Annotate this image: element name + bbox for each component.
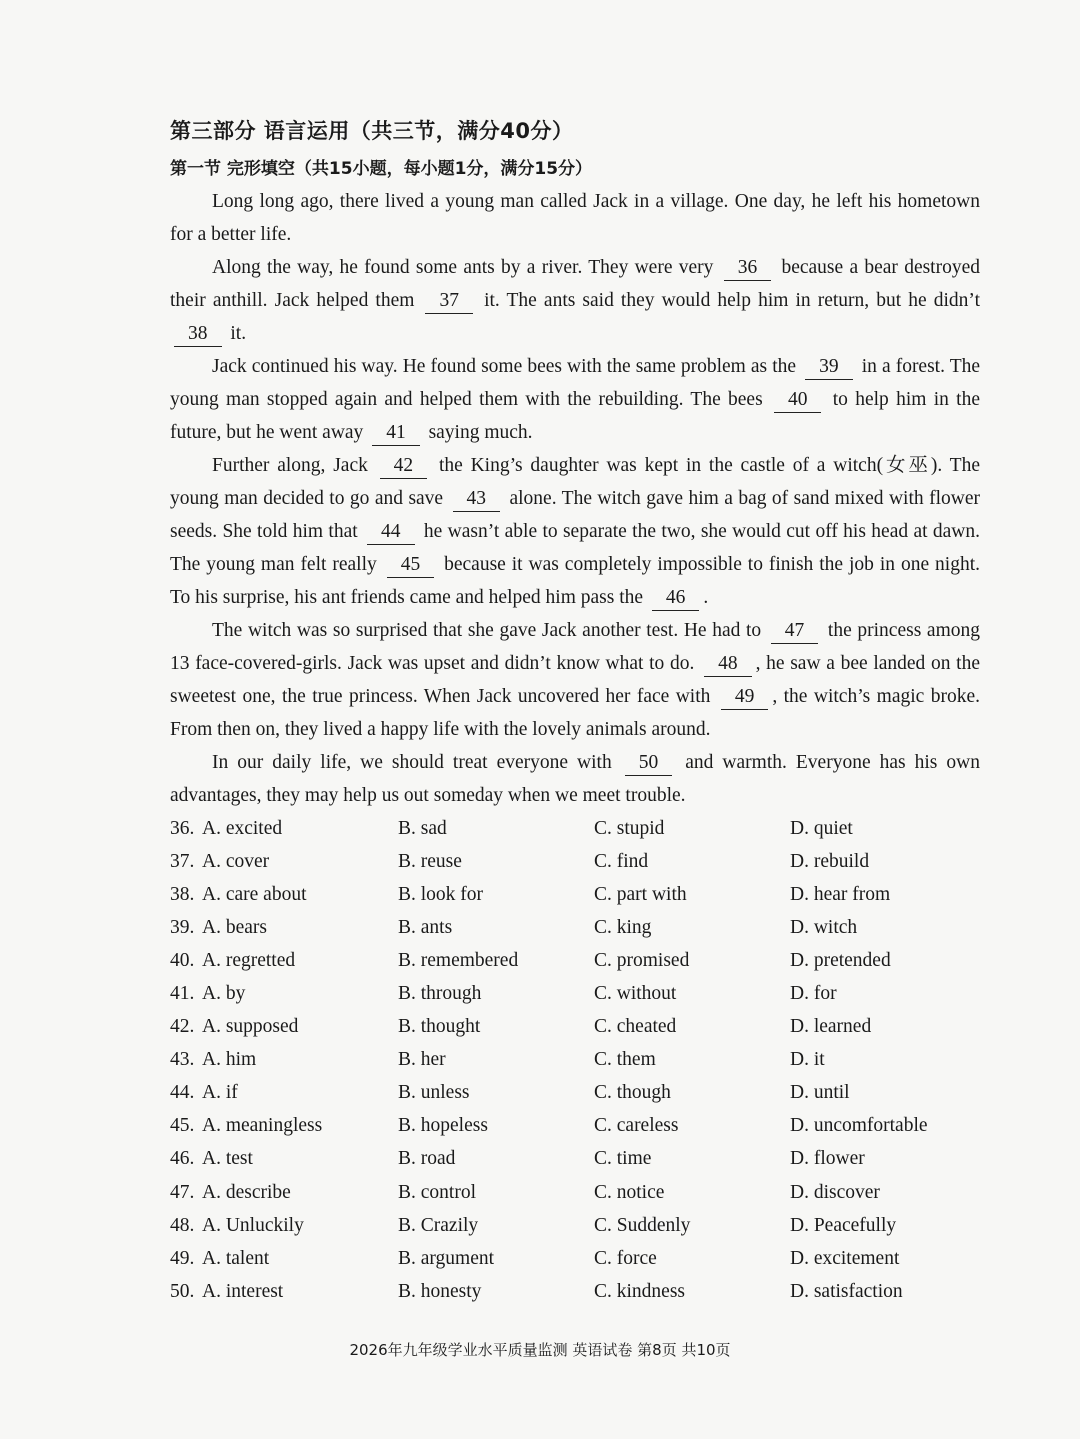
passage-text: Further along, Jack bbox=[212, 455, 376, 476]
question-42 bbox=[170, 1011, 980, 1044]
passage-text: it. bbox=[225, 323, 247, 344]
option-b[interactable]: B. honesty bbox=[398, 1280, 482, 1302]
option-b[interactable]: B. control bbox=[398, 1181, 476, 1203]
option-c[interactable]: C. promised bbox=[594, 949, 690, 971]
question-number: 45. bbox=[170, 1115, 195, 1137]
section-title: 第三部分 语言运用（共三节，满分40分） bbox=[170, 119, 574, 143]
passage-text: the princess among 13 face-covered-girls. Jack was upset and didn’t know what to do. bbox=[170, 620, 980, 674]
option-a[interactable]: A. describe bbox=[202, 1181, 291, 1203]
blank-47[interactable]: 47 bbox=[771, 619, 819, 644]
question-40 bbox=[170, 944, 980, 977]
option-c[interactable]: C. force bbox=[594, 1247, 657, 1269]
option-c[interactable]: C. them bbox=[594, 1049, 656, 1071]
page-footer: 2026年九年级学业水平质量监测 英语试卷 第8页 共10页 bbox=[349, 1341, 731, 1359]
option-d[interactable]: D. quiet bbox=[790, 817, 853, 839]
option-b[interactable]: B. unless bbox=[398, 1082, 470, 1104]
option-a[interactable]: A. by bbox=[202, 983, 246, 1005]
question-38 bbox=[170, 878, 980, 911]
option-b[interactable]: B. through bbox=[398, 983, 482, 1005]
question-46 bbox=[170, 1143, 980, 1176]
option-c[interactable]: C. notice bbox=[594, 1181, 665, 1203]
option-a[interactable]: A. care about bbox=[202, 883, 307, 905]
question-number: 46. bbox=[170, 1148, 195, 1170]
passage-text: because it was completely impossible to finish the job in one night. To his surprise, his ant friends came and helped him pass the bbox=[170, 554, 981, 608]
option-d[interactable]: D. Peacefully bbox=[790, 1214, 897, 1236]
option-d[interactable]: D. uncomfortable bbox=[790, 1115, 928, 1137]
option-b[interactable]: B. her bbox=[398, 1049, 446, 1071]
question-number: 37. bbox=[170, 850, 195, 872]
option-d[interactable]: D. learned bbox=[790, 1016, 872, 1038]
option-a[interactable]: A. meaningless bbox=[202, 1115, 323, 1137]
passage-paragraph bbox=[170, 251, 980, 350]
blank-38[interactable]: 38 bbox=[174, 322, 222, 347]
passage-text: , the witch’s magic broke. From then on, they lived a happy life with the lovely animals around. bbox=[170, 686, 980, 740]
passage-text: Long long ago, there lived a young man called Jack in a village. One day, he left his hometown for a better life. bbox=[170, 191, 980, 245]
question-number: 48. bbox=[170, 1214, 195, 1236]
option-b[interactable]: B. sad bbox=[398, 817, 447, 839]
question-number: 42. bbox=[170, 1016, 195, 1038]
option-a[interactable]: A. talent bbox=[202, 1247, 270, 1269]
question-number: 43. bbox=[170, 1049, 195, 1071]
option-a[interactable]: A. Unluckily bbox=[202, 1214, 304, 1236]
option-c[interactable]: C. kindness bbox=[594, 1280, 686, 1302]
question-43 bbox=[170, 1044, 980, 1077]
option-a[interactable]: A. regretted bbox=[202, 949, 296, 971]
question-47 bbox=[170, 1176, 980, 1209]
passage-paragraph bbox=[170, 746, 980, 812]
cloze-passage bbox=[170, 185, 980, 812]
question-number: 39. bbox=[170, 916, 195, 938]
blank-43[interactable]: 43 bbox=[453, 487, 501, 512]
question-number: 36. bbox=[170, 817, 195, 839]
option-b[interactable]: B. Crazily bbox=[398, 1214, 479, 1236]
option-d[interactable]: D. witch bbox=[790, 916, 858, 938]
passage-paragraph bbox=[170, 350, 980, 449]
passage-text: , he saw a bee landed on the sweetest one, the true princess. When Jack uncovered her face with bbox=[170, 653, 980, 707]
passage-paragraph bbox=[170, 614, 980, 746]
blank-41[interactable]: 41 bbox=[372, 421, 420, 446]
option-b[interactable]: B. thought bbox=[398, 1016, 481, 1038]
question-number: 40. bbox=[170, 949, 195, 971]
passage-text: and warmth. Everyone has his own advantages, they may help us out someday when we meet trouble. bbox=[170, 752, 980, 806]
option-c[interactable]: C. part with bbox=[594, 883, 687, 905]
exam-page bbox=[170, 115, 980, 1308]
passage-text: The witch was so surprised that she gave Jack another test. He had to bbox=[212, 620, 767, 641]
passage-text: In our daily life, we should treat everyone with bbox=[212, 752, 621, 773]
passage-text: because a bear destroyed their anthill. Jack helped them bbox=[170, 257, 980, 311]
option-d[interactable]: D. pretended bbox=[790, 949, 891, 971]
option-a[interactable]: A. him bbox=[202, 1049, 257, 1071]
option-c[interactable]: C. find bbox=[594, 850, 649, 872]
option-c[interactable]: C. without bbox=[594, 983, 677, 1005]
passage-text: . bbox=[703, 587, 709, 608]
option-d[interactable]: D. until bbox=[790, 1082, 850, 1104]
question-number: 41. bbox=[170, 983, 195, 1005]
passage-text: saying much. bbox=[423, 422, 533, 443]
option-a[interactable]: A. cover bbox=[202, 850, 270, 872]
passage-text: Jack continued his way. He found some bees with the same problem as the bbox=[212, 356, 802, 377]
passage-text: it. The ants said they would help him in return, but he didn’t bbox=[476, 290, 980, 311]
blank-50[interactable]: 50 bbox=[625, 751, 673, 776]
option-c[interactable]: C. time bbox=[594, 1148, 652, 1170]
option-c[interactable]: C. though bbox=[594, 1082, 671, 1104]
blank-45[interactable]: 45 bbox=[387, 553, 435, 578]
option-c[interactable]: C. stupid bbox=[594, 817, 665, 839]
blank-42[interactable]: 42 bbox=[380, 454, 428, 479]
blank-48[interactable]: 48 bbox=[704, 652, 752, 677]
passage-text: the King’s daughter was kept in the castle of a witch(女巫). The young man decided to go and save bbox=[170, 455, 980, 509]
option-a[interactable]: A. bears bbox=[202, 916, 267, 938]
option-d[interactable]: D. flower bbox=[790, 1148, 865, 1170]
option-d[interactable]: D. it bbox=[790, 1049, 825, 1071]
option-a[interactable]: A. supposed bbox=[202, 1016, 299, 1038]
question-49 bbox=[170, 1242, 980, 1275]
blank-49[interactable]: 49 bbox=[721, 685, 769, 710]
blank-37[interactable]: 37 bbox=[425, 289, 473, 314]
option-d[interactable]: D. satisfaction bbox=[790, 1280, 903, 1302]
option-c[interactable]: C. careless bbox=[594, 1115, 679, 1137]
passage-text: Along the way, he found some ants by a river. They were very bbox=[212, 257, 720, 278]
passage-text: he wasn’t able to separate the two, she would cut off his head at dawn. The young man felt really bbox=[170, 521, 980, 575]
blank-39[interactable]: 39 bbox=[805, 355, 853, 380]
question-number: 49. bbox=[170, 1247, 195, 1269]
option-b[interactable]: B. hopeless bbox=[398, 1115, 488, 1137]
question-number: 50. bbox=[170, 1280, 195, 1302]
blank-46[interactable]: 46 bbox=[652, 586, 700, 611]
passage-text: alone. The witch gave him a bag of sand mixed with flower seeds. She told him that bbox=[170, 488, 980, 542]
question-44 bbox=[170, 1077, 980, 1110]
question-number: 38. bbox=[170, 883, 195, 905]
option-a[interactable]: A. test bbox=[202, 1148, 253, 1170]
option-b[interactable]: B. remembered bbox=[398, 949, 519, 971]
question-36 bbox=[170, 812, 980, 845]
option-d[interactable]: D. hear from bbox=[790, 883, 891, 905]
passage-text: to help him in the future, but he went away bbox=[170, 389, 980, 443]
passage-paragraph bbox=[170, 185, 980, 251]
question-45 bbox=[170, 1110, 980, 1143]
option-a[interactable]: A. if bbox=[202, 1082, 238, 1104]
option-b[interactable]: B. argument bbox=[398, 1247, 495, 1269]
blank-40[interactable]: 40 bbox=[774, 388, 822, 413]
option-d[interactable]: D. for bbox=[790, 983, 837, 1005]
question-48 bbox=[170, 1209, 980, 1242]
option-b[interactable]: B. ants bbox=[398, 916, 453, 938]
subsection-title: 第一节 完形填空（共15小题，每小题1分，满分15分） bbox=[170, 159, 593, 179]
option-a[interactable]: A. excited bbox=[202, 817, 283, 839]
question-number: 44. bbox=[170, 1082, 195, 1104]
question-39 bbox=[170, 911, 980, 944]
question-number: 47. bbox=[170, 1181, 195, 1203]
passage-paragraph bbox=[170, 449, 980, 614]
option-d[interactable]: D. discover bbox=[790, 1181, 880, 1203]
question-37 bbox=[170, 845, 980, 878]
option-d[interactable]: D. excitement bbox=[790, 1247, 900, 1269]
blank-36[interactable]: 36 bbox=[724, 256, 772, 281]
option-a[interactable]: A. interest bbox=[202, 1280, 284, 1302]
question-50 bbox=[170, 1275, 980, 1308]
option-c[interactable]: C. cheated bbox=[594, 1016, 677, 1038]
option-c[interactable]: C. king bbox=[594, 916, 652, 938]
option-b[interactable]: B. look for bbox=[398, 883, 484, 905]
option-b[interactable]: B. reuse bbox=[398, 850, 462, 872]
option-d[interactable]: D. rebuild bbox=[790, 850, 870, 872]
option-b[interactable]: B. road bbox=[398, 1148, 456, 1170]
question-41 bbox=[170, 977, 980, 1010]
passage-text: in a forest. The young man stopped again and helped them with the rebuilding. The bees bbox=[170, 356, 981, 410]
blank-44[interactable]: 44 bbox=[367, 520, 415, 545]
answer-options bbox=[170, 812, 980, 1308]
option-c[interactable]: C. Suddenly bbox=[594, 1214, 691, 1236]
